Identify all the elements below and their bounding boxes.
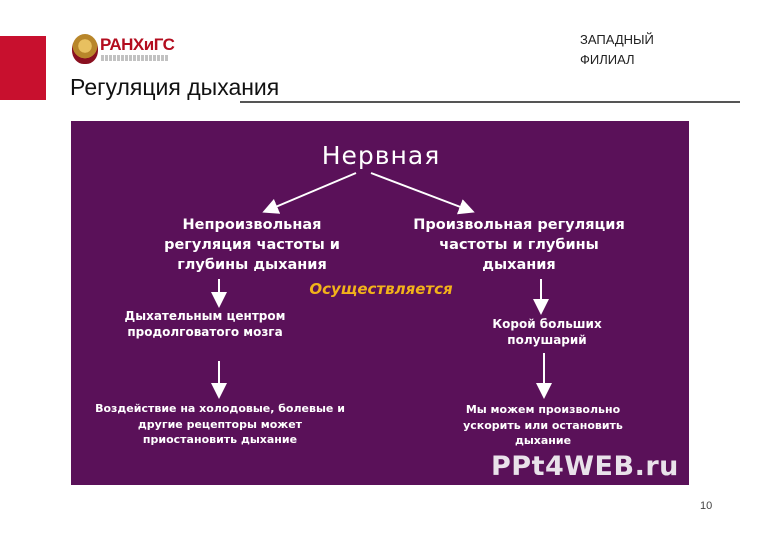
accent-bar <box>0 36 46 100</box>
node-left-bottom: Воздействие на холодовые, болевые и другие рецепторы может приостановить дыхание <box>95 402 345 446</box>
page-title: Регуляция дыхания <box>70 74 280 100</box>
logo-text: РАНХиГС <box>100 35 175 54</box>
logo <box>72 34 182 66</box>
node-right-middle: Корой больших полушарий <box>492 317 602 347</box>
watermark: PPt4WEB.ru <box>491 451 679 482</box>
branch-label: ЗАПАДНЫЙ ФИЛИАЛ <box>580 32 654 67</box>
arrow-root-left <box>266 173 356 211</box>
emblem-icon <box>72 34 98 64</box>
node-left-middle: Дыхательным центром продолговатого мозга <box>124 309 286 339</box>
title-underline <box>240 101 740 103</box>
arrow-root-right <box>371 173 471 211</box>
page-number: 10 <box>700 500 713 512</box>
node-right-bottom: Мы можем произвольно ускорить или остановить дыхание <box>463 403 623 447</box>
node-left-branch: Непроизвольная регуляция частоты и глубины дыхания <box>164 217 340 273</box>
node-root: Нервная <box>321 141 441 170</box>
logo-subtitle <box>101 55 169 61</box>
diagram-panel <box>71 121 689 485</box>
node-right-branch: Произвольная регуляция частоты и глубины дыхания <box>413 217 625 273</box>
connector-label: Осуществляется <box>309 280 453 298</box>
